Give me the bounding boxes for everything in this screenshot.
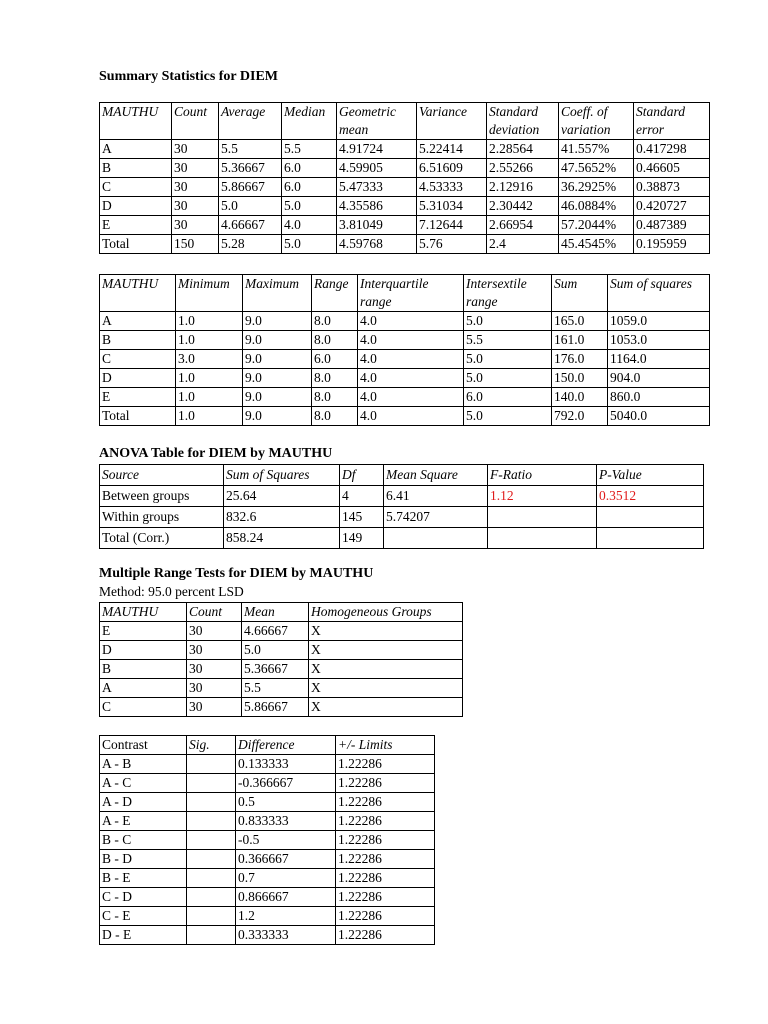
table-cell: 4.66667 (219, 216, 282, 235)
column-header: Maximum (243, 275, 312, 312)
table-row (100, 528, 704, 549)
table-cell: 30 (172, 178, 219, 197)
table-row (100, 312, 710, 331)
table-cell: 1.0 (176, 312, 243, 331)
table-cell: 9.0 (243, 350, 312, 369)
table-row (100, 216, 710, 235)
table-cell: D (100, 369, 176, 388)
table-row (100, 388, 710, 407)
table-cell: 9.0 (243, 312, 312, 331)
table-cell: 5.5 (219, 140, 282, 159)
table-cell: 8.0 (312, 312, 358, 331)
table-cell: 2.30442 (487, 197, 559, 216)
table-cell: 4.0 (358, 331, 464, 350)
table-cell: Total (Corr.) (100, 528, 224, 549)
table-cell: 2.12916 (487, 178, 559, 197)
table-cell: 5.0 (282, 235, 337, 254)
table-cell: 5.0 (464, 369, 552, 388)
column-header: Interquartile range (358, 275, 464, 312)
table-cell: C (100, 350, 176, 369)
table-cell: 1.22286 (336, 926, 435, 945)
table-cell: Total (100, 407, 176, 426)
table-cell: 47.5652% (559, 159, 634, 178)
table-cell: 1.22286 (336, 907, 435, 926)
table-cell: 5.76 (417, 235, 487, 254)
table-cell (597, 507, 704, 528)
table-cell: 165.0 (552, 312, 608, 331)
column-header: Contrast (100, 736, 187, 755)
table-cell: 46.0884% (559, 197, 634, 216)
table-cell: X (309, 698, 463, 717)
table-cell: 904.0 (608, 369, 710, 388)
table-cell: 1.0 (176, 407, 243, 426)
table-cell: 30 (187, 660, 242, 679)
table-row (100, 331, 710, 350)
table-cell: 57.2044% (559, 216, 634, 235)
table-cell: Within groups (100, 507, 224, 528)
table-cell: B (100, 331, 176, 350)
table-cell: 25.64 (224, 486, 340, 507)
table-cell: X (309, 679, 463, 698)
table-cell: 4.35586 (337, 197, 417, 216)
table-row (100, 888, 435, 907)
table-cell (187, 888, 236, 907)
table-cell: 6.0 (464, 388, 552, 407)
table-cell: 4.0 (358, 407, 464, 426)
table-cell: 5.47333 (337, 178, 417, 197)
table-cell: 8.0 (312, 331, 358, 350)
table-cell: 4.53333 (417, 178, 487, 197)
column-header: F-Ratio (488, 465, 597, 486)
table-cell: 0.38873 (634, 178, 710, 197)
multiple-range-title: Multiple Range Tests for DIEM by MAUTHU (99, 566, 374, 581)
column-header: Mean Square (384, 465, 488, 486)
table-row (100, 774, 435, 793)
table-cell (384, 528, 488, 549)
table-cell: 9.0 (243, 369, 312, 388)
table-cell: 150 (172, 235, 219, 254)
table-row (100, 641, 463, 660)
table-cell: 0.133333 (236, 755, 336, 774)
table-cell: 36.2925% (559, 178, 634, 197)
column-header: Geometric mean (337, 103, 417, 140)
table-cell: 5.36667 (219, 159, 282, 178)
table-cell: E (100, 216, 172, 235)
table-header-row (100, 736, 435, 755)
summary-title: Summary Statistics for DIEM (99, 69, 279, 84)
homogeneous-groups-table (99, 602, 463, 717)
table-row (100, 812, 435, 831)
table-cell: 5.0 (464, 312, 552, 331)
table-cell (187, 850, 236, 869)
table-cell: 5.36667 (242, 660, 309, 679)
table-cell: X (309, 641, 463, 660)
anova-table (99, 464, 704, 549)
table-cell: Between groups (100, 486, 224, 507)
table-cell: 0.833333 (236, 812, 336, 831)
table-cell: -0.366667 (236, 774, 336, 793)
table-cell: 1.0 (176, 388, 243, 407)
table-cell: 1.2 (236, 907, 336, 926)
table-header-row (100, 603, 463, 622)
table-cell: 145 (340, 507, 384, 528)
table-cell: 7.12644 (417, 216, 487, 235)
column-header: Range (312, 275, 358, 312)
table-cell: 1.22286 (336, 793, 435, 812)
column-header: Source (100, 465, 224, 486)
table-cell (187, 907, 236, 926)
table-cell: B - C (100, 831, 187, 850)
table-cell: 3.81049 (337, 216, 417, 235)
table-cell: 5.0 (282, 197, 337, 216)
contrast-table (99, 735, 435, 945)
table-cell (187, 793, 236, 812)
table-cell: 149 (340, 528, 384, 549)
column-header: Standard deviation (487, 103, 559, 140)
table-cell: X (309, 622, 463, 641)
column-header: Sum (552, 275, 608, 312)
table-cell: 30 (172, 216, 219, 235)
table-cell: 4.66667 (242, 622, 309, 641)
table-cell: 6.51609 (417, 159, 487, 178)
table-cell: 5.5 (464, 331, 552, 350)
table-cell: 2.66954 (487, 216, 559, 235)
table-row (100, 831, 435, 850)
table-cell: 30 (172, 140, 219, 159)
table-cell: A - B (100, 755, 187, 774)
table-cell: B (100, 660, 187, 679)
anova-title: ANOVA Table for DIEM by MAUTHU (99, 446, 333, 461)
table-cell: A - D (100, 793, 187, 812)
table-cell: 9.0 (243, 407, 312, 426)
table-row (100, 755, 435, 774)
table-cell: 0.46605 (634, 159, 710, 178)
table-cell (187, 812, 236, 831)
table-cell: 6.0 (312, 350, 358, 369)
table-row (100, 793, 435, 812)
table-cell: 5.28 (219, 235, 282, 254)
table-cell (187, 926, 236, 945)
table-row (100, 622, 463, 641)
table-row (100, 407, 710, 426)
column-header: Intersextile range (464, 275, 552, 312)
table-cell: 0.420727 (634, 197, 710, 216)
table-cell: -0.5 (236, 831, 336, 850)
table-cell: 792.0 (552, 407, 608, 426)
table-cell: D - E (100, 926, 187, 945)
table-cell: 0.366667 (236, 850, 336, 869)
table-cell: C - D (100, 888, 187, 907)
table-row (100, 698, 463, 717)
table-cell: 5.31034 (417, 197, 487, 216)
table-cell (187, 755, 236, 774)
table-cell: 30 (187, 698, 242, 717)
table-cell: 4 (340, 486, 384, 507)
table-cell (488, 507, 597, 528)
table-cell: 41.557% (559, 140, 634, 159)
table-cell: 2.28564 (487, 140, 559, 159)
table-row (100, 486, 704, 507)
column-header: MAUTHU (100, 603, 187, 622)
column-header: Sig. (187, 736, 236, 755)
table-cell: 5.0 (242, 641, 309, 660)
table-row (100, 507, 704, 528)
table-cell: 9.0 (243, 331, 312, 350)
table-cell: 4.0 (358, 369, 464, 388)
table-cell: 8.0 (312, 388, 358, 407)
table-row (100, 178, 710, 197)
table-row (100, 140, 710, 159)
table-row (100, 235, 710, 254)
column-header: Variance (417, 103, 487, 140)
table-cell: 6.41 (384, 486, 488, 507)
column-header: Count (187, 603, 242, 622)
table-cell (488, 528, 597, 549)
table-cell: 1.12 (488, 486, 597, 507)
table-cell: 1.0 (176, 369, 243, 388)
table-row (100, 660, 463, 679)
column-header: Homogeneous Groups (309, 603, 463, 622)
table-row (100, 350, 710, 369)
table-cell: 6.0 (282, 159, 337, 178)
column-header: Average (219, 103, 282, 140)
table-cell: A - C (100, 774, 187, 793)
column-header: Coeff. of variation (559, 103, 634, 140)
method-label: Method: 95.0 percent LSD (99, 584, 244, 599)
table-cell: 176.0 (552, 350, 608, 369)
table-cell: 1.0 (176, 331, 243, 350)
table-cell: 0.333333 (236, 926, 336, 945)
table-cell: 5.74207 (384, 507, 488, 528)
column-header: Difference (236, 736, 336, 755)
table-cell: 5.86667 (219, 178, 282, 197)
column-header: Mean (242, 603, 309, 622)
table-cell: 5040.0 (608, 407, 710, 426)
table-cell: 0.417298 (634, 140, 710, 159)
table-cell: A (100, 679, 187, 698)
table-cell: 161.0 (552, 331, 608, 350)
table-cell: 2.55266 (487, 159, 559, 178)
table-cell: 5.22414 (417, 140, 487, 159)
table-cell: 0.195959 (634, 235, 710, 254)
table-cell: 30 (187, 679, 242, 698)
table-row (100, 850, 435, 869)
table-cell: D (100, 641, 187, 660)
column-header: Sum of squares (608, 275, 710, 312)
table-cell: X (309, 660, 463, 679)
table-cell: 1.22286 (336, 755, 435, 774)
table-cell (187, 831, 236, 850)
table-cell: B - E (100, 869, 187, 888)
column-header: Standard error (634, 103, 710, 140)
summary-statistics-table (99, 102, 710, 254)
table-header-row (100, 465, 704, 486)
table-header-row (100, 103, 710, 140)
table-row (100, 907, 435, 926)
table-cell: A (100, 312, 176, 331)
column-header: MAUTHU (100, 275, 176, 312)
table-cell: 2.4 (487, 235, 559, 254)
table-row (100, 869, 435, 888)
column-header: Df (340, 465, 384, 486)
table-cell: 1.22286 (336, 850, 435, 869)
table-cell: 4.59768 (337, 235, 417, 254)
table-row (100, 926, 435, 945)
table-cell: 1.22286 (336, 869, 435, 888)
table-cell: B (100, 159, 172, 178)
column-header: MAUTHU (100, 103, 172, 140)
table-cell: 9.0 (243, 388, 312, 407)
table-cell: C (100, 698, 187, 717)
table-cell: 8.0 (312, 369, 358, 388)
table-cell: A (100, 140, 172, 159)
table-cell: 1.22286 (336, 888, 435, 907)
table-cell: 8.0 (312, 407, 358, 426)
table-cell: 1.22286 (336, 774, 435, 793)
table-cell: 1053.0 (608, 331, 710, 350)
column-header: Count (172, 103, 219, 140)
table-cell: D (100, 197, 172, 216)
table-cell: 5.0 (219, 197, 282, 216)
table-cell: A - E (100, 812, 187, 831)
table-cell: 30 (187, 622, 242, 641)
table-cell: 3.0 (176, 350, 243, 369)
table-cell: 4.0 (282, 216, 337, 235)
table-cell: 4.0 (358, 388, 464, 407)
table-cell: 30 (187, 641, 242, 660)
table-cell: 45.4545% (559, 235, 634, 254)
table-cell: 1.22286 (336, 831, 435, 850)
column-header: Minimum (176, 275, 243, 312)
table-row (100, 679, 463, 698)
column-header: Sum of Squares (224, 465, 340, 486)
range-statistics-table (99, 274, 710, 426)
table-cell: 30 (172, 197, 219, 216)
table-cell: 6.0 (282, 178, 337, 197)
table-cell: C (100, 178, 172, 197)
table-cell: 860.0 (608, 388, 710, 407)
table-cell: Total (100, 235, 172, 254)
table-cell: 140.0 (552, 388, 608, 407)
table-cell: B - D (100, 850, 187, 869)
table-cell: 5.5 (282, 140, 337, 159)
table-row (100, 159, 710, 178)
table-cell: 4.91724 (337, 140, 417, 159)
column-header: +/- Limits (336, 736, 435, 755)
table-cell: 0.3512 (597, 486, 704, 507)
table-cell: 0.7 (236, 869, 336, 888)
table-cell: 0.5 (236, 793, 336, 812)
table-cell: E (100, 388, 176, 407)
table-cell (597, 528, 704, 549)
table-cell: 5.86667 (242, 698, 309, 717)
table-cell: 832.6 (224, 507, 340, 528)
table-cell: 1059.0 (608, 312, 710, 331)
table-cell (187, 774, 236, 793)
table-cell (187, 869, 236, 888)
table-cell: 4.0 (358, 350, 464, 369)
column-header: P-Value (597, 465, 704, 486)
column-header: Median (282, 103, 337, 140)
table-cell: C - E (100, 907, 187, 926)
table-cell: 1164.0 (608, 350, 710, 369)
table-cell: 5.5 (242, 679, 309, 698)
table-row (100, 197, 710, 216)
table-cell: 4.59905 (337, 159, 417, 178)
table-cell: 0.487389 (634, 216, 710, 235)
table-cell: E (100, 622, 187, 641)
table-header-row (100, 275, 710, 312)
table-cell: 30 (172, 159, 219, 178)
table-cell: 0.866667 (236, 888, 336, 907)
table-row (100, 369, 710, 388)
table-cell: 150.0 (552, 369, 608, 388)
table-cell: 5.0 (464, 350, 552, 369)
table-cell: 1.22286 (336, 812, 435, 831)
table-cell: 4.0 (358, 312, 464, 331)
table-cell: 5.0 (464, 407, 552, 426)
table-cell: 858.24 (224, 528, 340, 549)
